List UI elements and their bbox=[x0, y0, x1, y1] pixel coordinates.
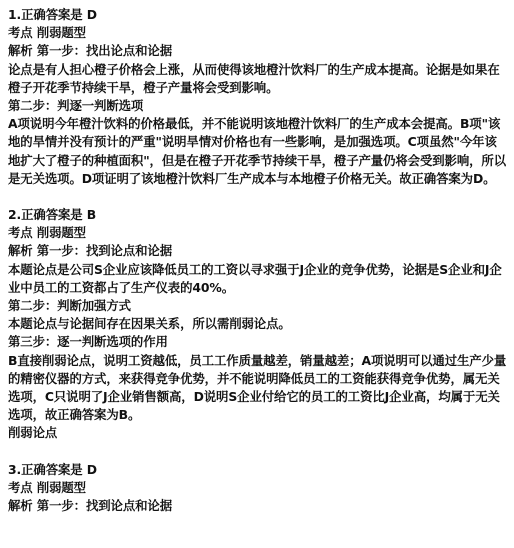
analysis-paragraph: 第二步：判逐一判断选项 bbox=[8, 98, 144, 114]
kaodian-line: 考点 削弱题型 bbox=[8, 25, 86, 41]
question-3-explanation bbox=[8, 461, 508, 516]
analysis-paragraph: A项说明今年橙汁饮料的价格最低，并不能说明该地橙汁饮料厂的生产成本会提高。B项"该地的旱情并没有预计的严重"说明旱情对价格也有一些影响，是加强选项。C项虽然"今年该地扩大了橙子的种植面积"，但是在橙子开花季节持续干旱，橙子产量仍将会受到影响，所以是无关选项。D项证明了该地橙汁饮料厂生产成本与本地橙子价格无关。故正确答案为D。 bbox=[8, 116, 506, 186]
analysis-paragraph: 本题论点是公司S企业应该降低员工的工资以寻求强于J企业的竞争优势，论据是S企业和J企业中员工的工资都占了生产仪表的40%。 bbox=[8, 261, 502, 295]
answer-line: 1.正确答案是 D bbox=[8, 7, 97, 22]
analysis-paragraph: 解析 第一步：找出论点和论据 bbox=[8, 43, 172, 59]
kaodian-line: 考点 削弱题型 bbox=[8, 479, 86, 495]
analysis-paragraph: 本题论点与论据间存在因果关系，所以需削弱论点。 bbox=[8, 316, 291, 332]
analysis-paragraph: 论点是有人担心橙子价格会上涨，从而使得该地橙汁饮料厂的生产成本提高。论据是如果在橙子开花季节持续干旱，橙子产量将会受到影响。 bbox=[8, 61, 500, 95]
analysis-paragraph: 解析 第一步：找到论点和论据 bbox=[8, 243, 172, 259]
question-1-explanation bbox=[8, 6, 508, 188]
question-2-explanation bbox=[8, 206, 508, 443]
analysis-paragraph: B直接削弱论点，说明工资越低，员工工作质量越差，销量越差；A项说明可以通过生产少量的精密仪器的方式，来获得竞争优势，并不能说明降低员工的工资能获得竞争优势，属无关选项，C只说明了J企业销售额高，D说明S企业付给它的员工的工资比J企业高，均属于无关选项，故正确答案为B。 bbox=[8, 352, 507, 423]
answer-explanations bbox=[8, 6, 508, 515]
kaodian-line: 考点 削弱题型 bbox=[8, 225, 86, 241]
analysis-paragraph: 解析 第一步：找到论点和论据 bbox=[8, 498, 172, 514]
analysis-paragraph: 削弱论点 bbox=[8, 425, 58, 441]
answer-line: 2.正确答案是 B bbox=[8, 207, 97, 223]
section-spacer bbox=[8, 443, 508, 461]
answer-line: 3.正确答案是 D bbox=[8, 461, 97, 477]
analysis-paragraph: 第三步：逐一判断选项的作用 bbox=[8, 334, 168, 350]
analysis-paragraph: 第二步：判断加强方式 bbox=[8, 298, 131, 314]
section-spacer bbox=[8, 188, 508, 206]
